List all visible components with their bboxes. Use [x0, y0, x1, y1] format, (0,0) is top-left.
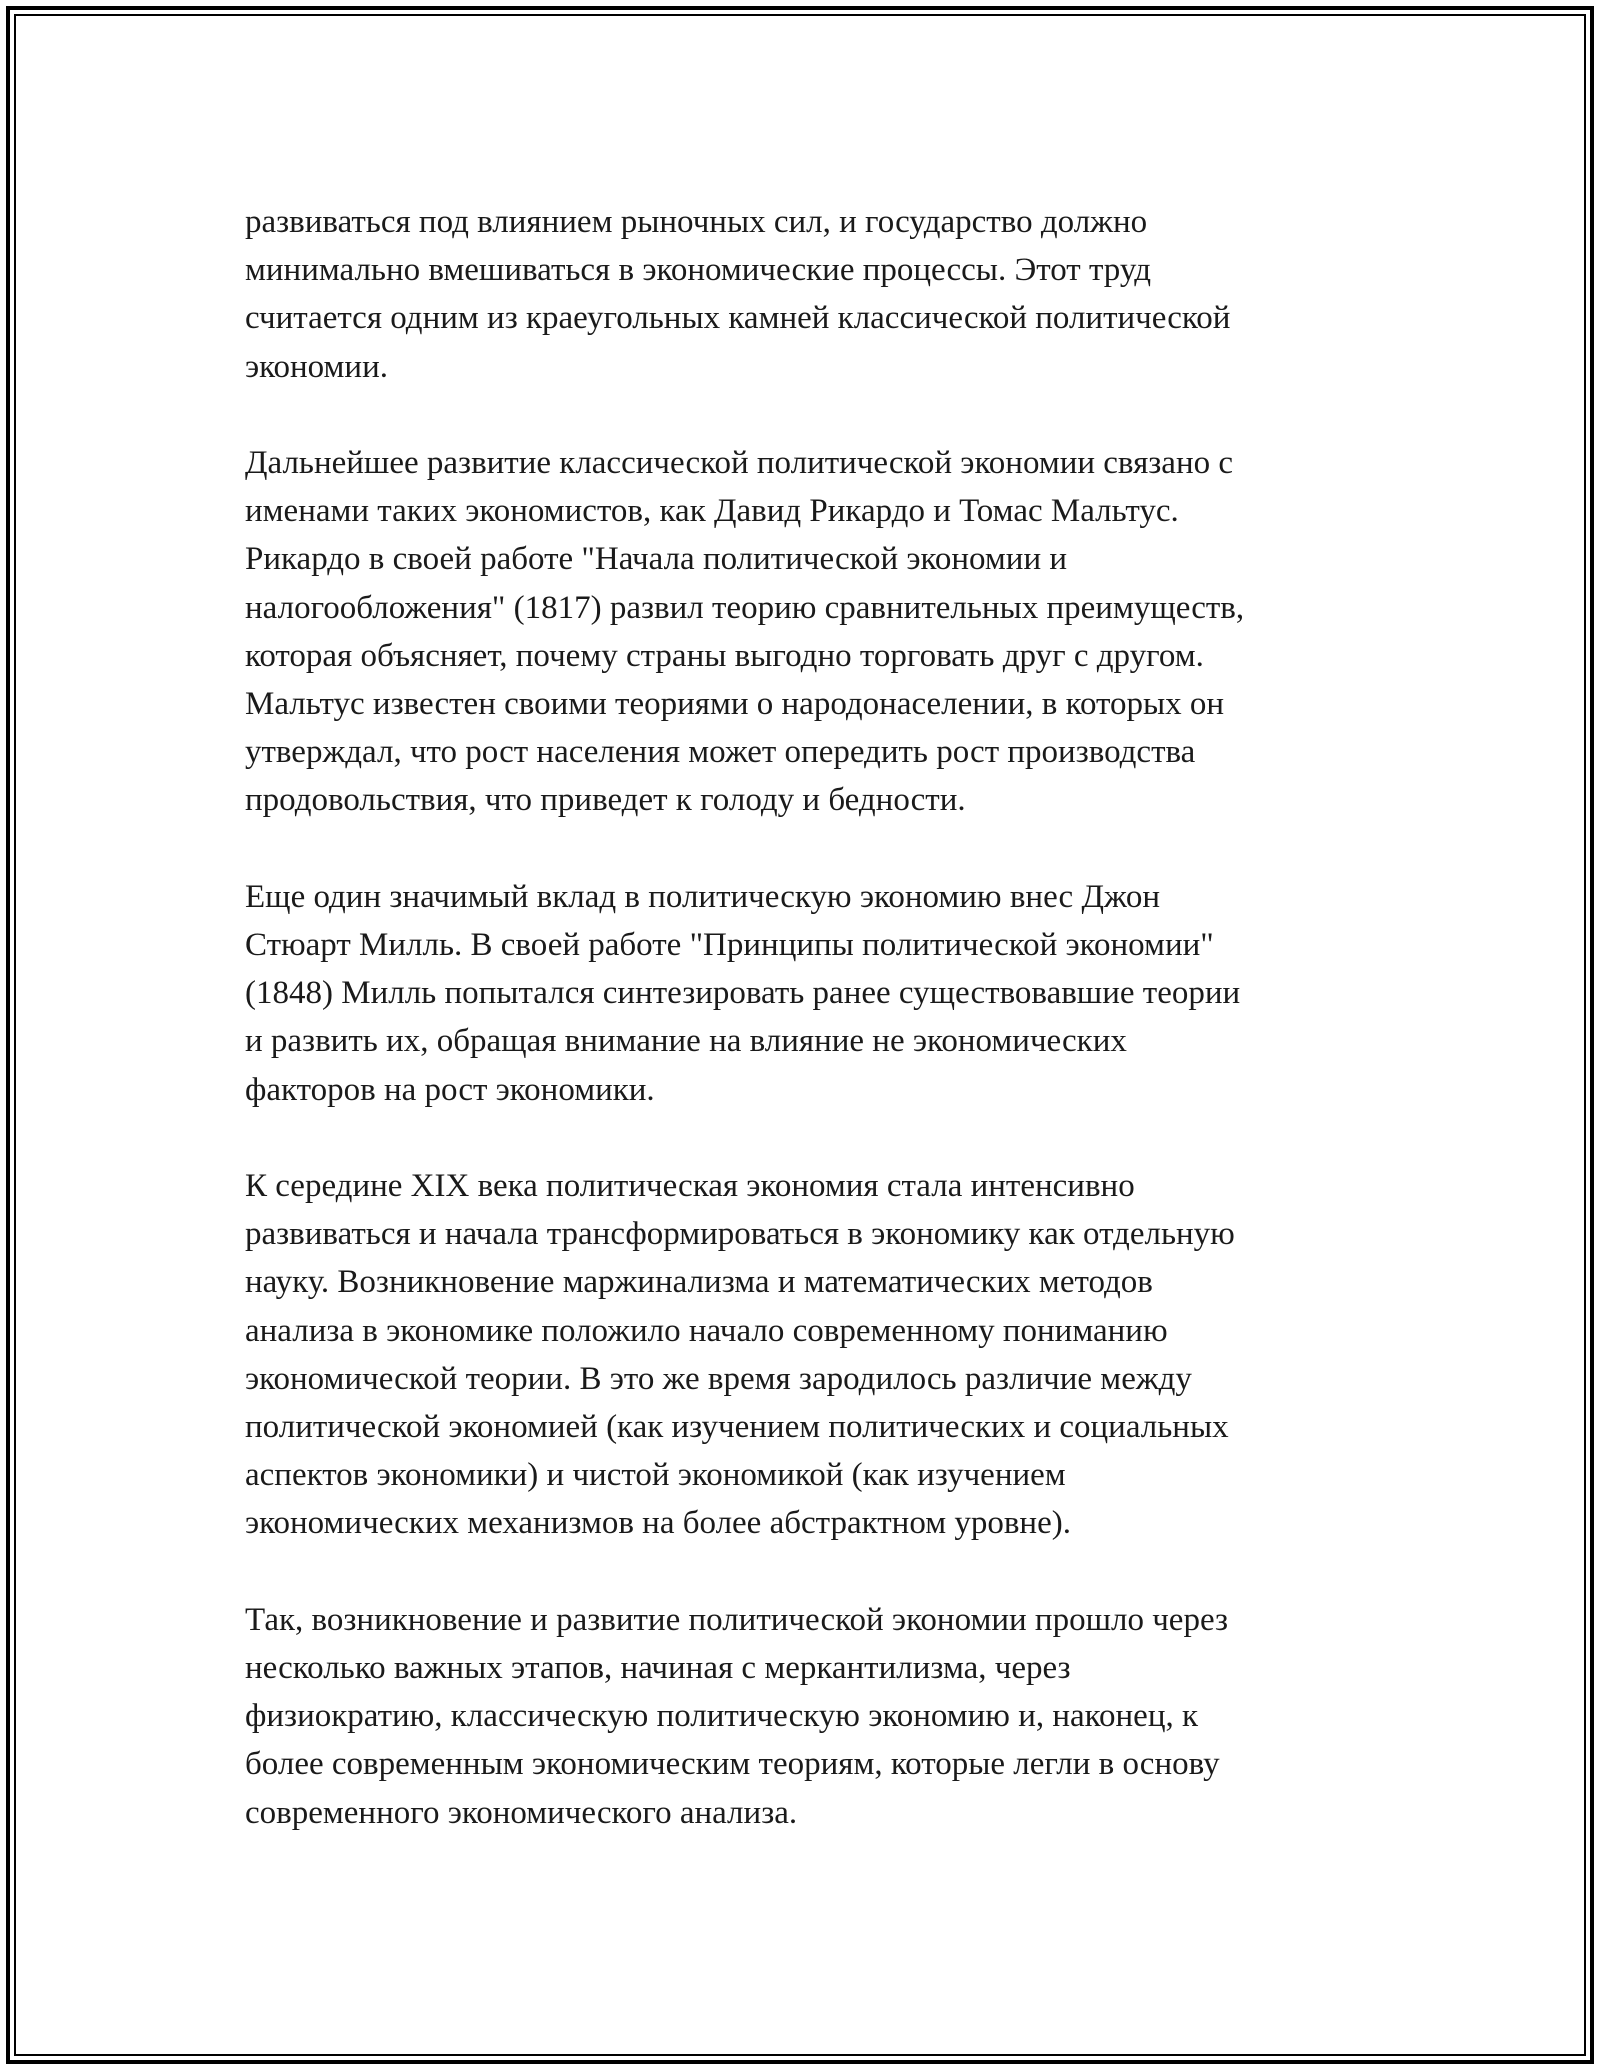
- text-line: продовольствия, что приведет к голоду и бедности.: [245, 782, 966, 819]
- text-line: современного экономического анализа.: [245, 1794, 798, 1831]
- text-line: развиваться и начала трансформироваться в экономику как отдельную: [245, 1216, 1235, 1253]
- text-line: и развить их, обращая внимание на влияние не экономических: [245, 1023, 1127, 1060]
- text-line: науку. Возникновение маржинализма и математических методов: [245, 1264, 1153, 1301]
- text-line: именами таких экономистов, как Давид Рикардо и Томас Мальтус.: [245, 493, 1179, 530]
- text-line: Стюарт Милль. В своей работе "Принципы политической экономии": [245, 927, 1214, 964]
- text-line: которая объясняет, почему страны выгодно торговать друг с другом.: [245, 637, 1204, 674]
- text-line: считается одним из краеугольных камней классической политической: [245, 300, 1231, 337]
- paragraph-3: [245, 873, 1375, 1114]
- text-line: экономии.: [245, 348, 389, 385]
- text-line: утверждал, что рост населения может опередить рост производства: [245, 734, 1196, 771]
- paragraph-2: [245, 439, 1375, 825]
- document-body: [245, 198, 1375, 1885]
- text-line: аспектов экономики) и чистой экономикой (как изучением: [245, 1457, 1066, 1494]
- text-line: факторов на рост экономики.: [245, 1071, 655, 1108]
- text-line: (1848) Милль попытался синтезировать ранее существовавшие теории: [245, 975, 1241, 1012]
- paragraph-1: [245, 198, 1375, 391]
- text-line: Мальтус известен своими теориями о народонаселении, в которых он: [245, 686, 1225, 723]
- text-line: анализа в экономике положило начало современному пониманию: [245, 1312, 1168, 1349]
- text-line: Дальнейшее развитие классической политической экономии связано с: [245, 445, 1234, 481]
- paragraph-5: [245, 1596, 1375, 1837]
- text-line: минимально вмешиваться в экономические процессы. Этот труд: [245, 252, 1152, 289]
- text-line: Еще один значимый вклад в политическую экономию внес Джон: [245, 878, 1161, 915]
- text-line: физиократию, классическую политическую экономию и, наконец, к: [245, 1698, 1199, 1735]
- text-line: более современным экономическим теориям, которые легли в основу: [245, 1746, 1220, 1783]
- page-border: [6, 6, 1594, 2064]
- text-line: экономической теории. В это же время зародилось различие между: [245, 1360, 1192, 1397]
- text-line: Так, возникновение и развитие политической экономии прошло через: [245, 1601, 1229, 1638]
- text-line: несколько важных этапов, начиная с меркантилизма, через: [245, 1650, 1071, 1687]
- text-line: политической экономией (как изучением политических и социальных: [245, 1409, 1229, 1446]
- text-line: развиваться под влиянием рыночных сил, и государство должно: [245, 204, 1148, 240]
- text-line: налогообложения" (1817) развил теорию сравнительных преимуществ,: [245, 589, 1245, 626]
- paragraph-4: [245, 1162, 1375, 1548]
- text-line: Рикардо в своей работе "Начала политической экономии и: [245, 541, 1068, 578]
- text-line: экономических механизмов на более абстрактном уровне).: [245, 1505, 1071, 1542]
- text-line: К середине XIX века политическая экономия стала интенсивно: [245, 1168, 1135, 1205]
